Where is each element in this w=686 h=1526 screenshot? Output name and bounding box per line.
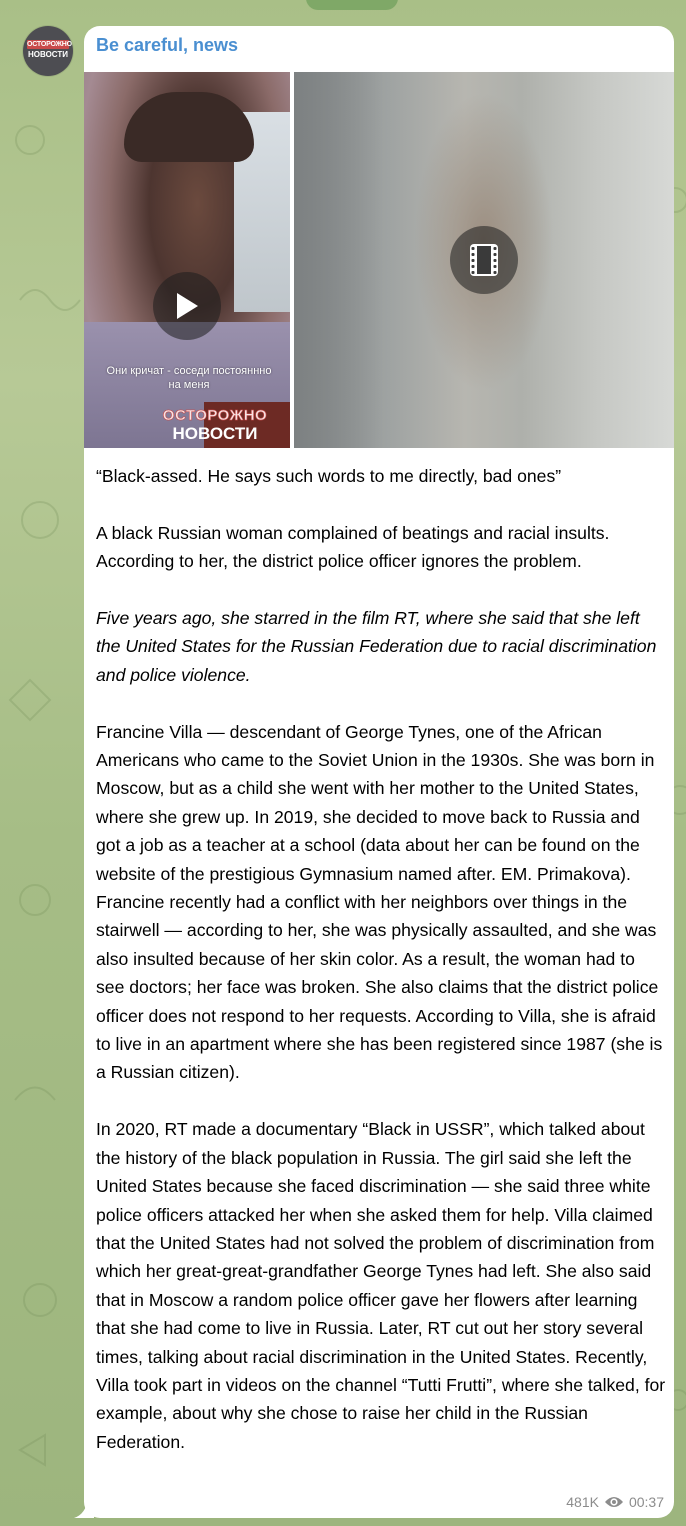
message-bubble xyxy=(84,26,674,1518)
message-text xyxy=(96,462,666,1485)
message-time: 00:37 xyxy=(628,1494,664,1510)
view-count: 481K xyxy=(566,1494,599,1510)
watermark-bottom: НОВОСТИ xyxy=(172,424,258,443)
message-paragraph-2: In 2020, RT made a documentary “Black in USSR”, which talked about the history of the black population in Russia. The girl said she left the United States because she faced discrimination — she said three white police officers attacked her when she asked them for help. Villa claimed that the United States had not solved the problem of discrimination from which her great-great-grandfather George Tynes had left. She also said that in Moscow a random police officer gave her flowers after learning that she had come to live in Russia. Later, RT cut out her story several times, talking about racial discrimination in the United States. Recently, Villa took part in videos on the channel “Tutti Frutti”, where she talked, for example, about why she chose to raise her child in the Russian Federation. xyxy=(96,1119,666,1452)
channel-avatar[interactable] xyxy=(23,26,73,76)
watermark-top: ОСТОРОЖНО xyxy=(162,407,268,424)
avatar-logo-line2: НОВОСТИ xyxy=(27,50,68,59)
message-meta xyxy=(566,1494,664,1510)
hair-shape xyxy=(124,92,254,162)
avatar-logo-line1: ОСТОРОЖНО xyxy=(27,41,72,48)
video-caption: Они кричат - соседи постояннно на меня xyxy=(106,365,272,391)
blur-shape xyxy=(294,72,384,448)
video-button[interactable] xyxy=(450,226,518,294)
play-button[interactable] xyxy=(153,272,221,340)
video-thumbnail-left[interactable] xyxy=(84,72,290,448)
message-italic xyxy=(96,604,666,689)
italic-text: Five years ago, she starred in the film RT, where she said that she left the United States for the Russian Federation due to racial discrimination and police violence. xyxy=(96,608,657,685)
message-lead: A black Russian woman complained of beatings and racial insults. According to her, the district police officer ignores the problem. xyxy=(96,522,610,572)
film-icon xyxy=(469,243,499,277)
message-quote: “Black-assed. He says such words to me directly, bad ones” xyxy=(96,466,562,486)
eye-icon xyxy=(604,1495,624,1509)
message-paragraph-1: Francine Villa — descendant of George Tynes, one of the African Americans who came to the Soviet Union in the 1930s. She was born in Moscow, but as a child she went with her mother to the United States, where she grew up. In 2019, she decided to move back to Russia and got a job as a teacher at a school (data about her can be found on the website of the prestigious Gymnasium named after. EM. Primakova). Francine recently had a conflict with her neighbors over things in the stairwell — according to her, she was physically assaulted, and she was also insulted because of her skin color. As a result, the woman had to see doctors; her face was broken. She also claims that the district police officer does not respond to her requests. According to Villa, she is afraid to live in an apartment where she has been registered since 1987 (she is a Russian citizen). xyxy=(96,721,663,1083)
play-icon xyxy=(174,291,200,321)
date-pill xyxy=(306,0,398,10)
channel-name[interactable]: Be careful, news xyxy=(96,35,239,55)
